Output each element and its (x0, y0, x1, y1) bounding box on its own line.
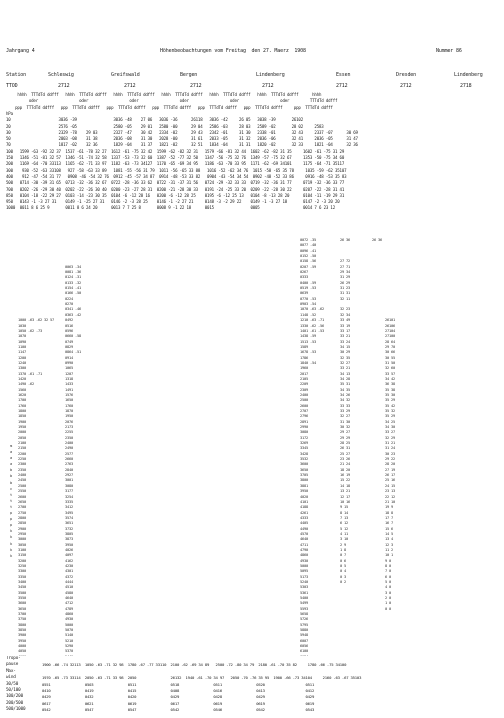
station-dresden: Dresden (396, 72, 417, 78)
time-5: 2712 (400, 83, 412, 89)
station-lindenberg: Lindenberg (256, 72, 285, 78)
table-row: 150 1346 -51 -81 32 57 1346 -51 -74 32 58 1337 -53 -73 32 60 1387 -52 -77 32 50 1347 -56 -75 32 76 1349 -57 -75 32 67 1353 -50 -75 34 60 (6, 155, 345, 160)
tropopause-maxwind-block (6, 656, 500, 716)
time-6: 2718 (460, 83, 472, 89)
table-row: 20 2576 -05 2580 -05 29 01 2580 -00 29 04 2586 -03 28 03 2589 -02 28 02 2583 (6, 123, 324, 129)
table-row: 700 0202 -26 -29 30 40 0202 -22 -26 30 40 0200 -23 -27 28 31 0200 -21 -28 30 33 0191 -24 -25 33 20 0209 -22 -28 30 22 0207 -22 -28 31 41 (6, 186, 345, 192)
sig-column: 26 36 (372, 238, 383, 242)
footer-row: 0410 0419 0415 0408 0416 0413 0412 (42, 688, 315, 693)
table-heading-line: ppp TTTdTd ddfff ppp TTTdTd ddfff ppp TTTdTd ddfff ppp TTTdTd ddfff ppp TTTdTd ddfff ppp TTTdTd ddfff ppp TTTdTd ddfff (6, 104, 333, 110)
table-row: 400 912 -47 -54 31 77 0908 -46 -54 32 76 0912 -45 -57 34 87 0914 -48 -53 33 82 0904 -43 -54 34 54 0902 -48 -52 33 86 0916 -48 -53 35 83 (6, 173, 347, 179)
footer-label: 50/100 (6, 688, 21, 693)
table-row: 200 1169 -64 -70 33113 1165 -62 -71 33 97 1182 -63 -73 34127 1170 -65 -69 34 95 1186 -63 -70 33 95 1171 -62 -69 34101 1175 -64 -71 35117 (6, 161, 345, 167)
nummer: Nummer 86 (436, 48, 462, 54)
table-row: 500 0714 -30 -39 31 65 0713 -32 -36 32 67 0722 -28 -36 33 62 0722 -31 -37 31 56 0724 -29 -32 33 33 0719 -32 -36 31 77 0719 -32 -36 33 77 (6, 180, 345, 186)
footer-row: 0551 0503 0511 0518 0511 0520 0511 (42, 681, 315, 687)
sig-left-column: 1000 -63 -62 32 57 1030 1050 -62 -73 1070 1090 1100 1147 1200 1240 1300 1370 -61 -71 1420 1490 -62 1560 1620 1700 1760 1800 1850 1900 1950 2000 2050 2100 2150 2200 2250 2300 2350 2400 2450 2500 2550 2600 2650 2700 2750 2800 2850 2900 2950 3000 3050 3100 3150 3200 3250 3300 3350 3400 3450 3500 3550 3600 3650 3700 3750 3800 3850 3900 3950 4000 4050 (18, 318, 55, 654)
footer-label: 500/1000 (6, 707, 26, 713)
table-row: 30 2329 -78 29 03 2327 -47 30 42 2334 -02 29 43 2342 -01 31 30 2338 -01 32 43 2337 -07 30 69 (6, 129, 358, 135)
table-row: 850 0104 -18 -22 29 27 0103 -14 -23 30 35 0104 -6 -12 28 16 0200 -6 -12 28 25 0195 -6 -12 25 13 0104 -8 -13 28 20 0104 -11 -19 29 31 (6, 192, 345, 198)
footer-row: 1970 -65 -73 33114 2050 -63 -71 33 98 2050 26132 1940 -61 -70 34 97 2050 -70 -76 35 95 1900 -66 -73 34104 2160 -63 -67 35103 (42, 675, 362, 681)
page-title: Höhenbeobachtungen vom Freitag den 27. Maerz 1908 (160, 48, 306, 54)
table-heading-line: hPa (6, 110, 13, 116)
table-row: 300 930 -52 -63 33108 927 -58 -63 33 89 1081 -55 -56 31 79 1011 -56 -65 33 88 1016 -52 -62 34 76 1015 -58 -65 35 78 1035 -59 -62 35107 (6, 167, 347, 173)
footer-row: 1900 -66 -74 32113 1050 -63 -71 32 98 1780 -67 -77 33110 2100 -62 -69 34 89 2500 -72 -80 34 79 2180 -61 -70 35 82 1780 -66 -75 34100 (42, 662, 347, 668)
footer-label: wind (6, 675, 16, 681)
sig-column: 26 36 27 72 27 71 29 34 31 29 26 29 31 23 31 31 32 11 32 23 32 34 33 49 33 19 33 17 33 21 33 24 34 15 30 29 32 35 32 27 33 21 34 13 34 28 35 31 34 35 34 26 34 32 33 33 33 29 32 27 31 30 30 32 29 27 29 29 28 25 26 31 25 27 23 26 21 24 18 20 16 19 15 22 14 18 13 21 12 17 10 16 9 15 8 14 7 13 6 12 5 12 4 11 3 10 2 9 1 8 0 7 0 6 0 5 0 4 0 3 0 2 (340, 238, 351, 584)
footer-label: Tropo- (6, 656, 21, 661)
table-row: 50 2003 -08 31 38 2036 -08 31 30 2028 -00 31 61 2033 -05 31 32 2036 -06 32 41 2036 -05 31 47 (6, 136, 358, 142)
time-1: 2712 (124, 83, 136, 89)
time-label: TTOD (6, 83, 18, 89)
station-essen: Essen (336, 72, 351, 78)
table-row: 1000 0011 8 6 25 9 0011 8 6 24 20 0013 7 7 25 8 0008 9 -1 22 18 0015 0005 0014 7 6 23 12 (6, 205, 335, 211)
footer-row: 0617 0621 0619 0617 0619 0619 0619 (42, 700, 315, 706)
table-row: 70 1817 -02 32 36 1829 -04 31 37 1821 -02 32 51 1834 -04 31 31 1820 -02 32 33 1821 -04 32 36 (6, 142, 358, 148)
table-row: 100 1599 -63 -92 32 37 1537 -61 -78 32 27 1612 -61 -75 32 42 1599 -62 -82 32 31 1579 -66 -81 32 44 1602 -62 -82 31 35 1602 -61 -75 31 29 (6, 148, 345, 154)
time-3: 2712 (262, 83, 274, 89)
side-letters: m a a a b b b c t t t p p p k k k k k (10, 444, 13, 558)
time-0: 2712 (58, 83, 70, 89)
station-lindenberg-2: Lindenberg (454, 72, 483, 78)
footer-row: 0429 0432 0420 0429 0428 0429 0429 (42, 694, 315, 700)
sig-column: 0063 -34 0081 -36 0124 -31 0133 -32 0154 -41 0166 -50 0224 0270 0341 -46 0363 -42 0492 0516 0596 0660 -58 0749 0829 0864 -51 0914 0990 1065 1207 1318 1433 1491 1576 1650 1760 1870 1950 2076 2173 2255 2350 2400 2490 2577 2660 2763 2840 2927 3001 3080 3177 3254 3335 3412 3495 3574 3651 3732 3805 3873 3950 4026 4097 4162 4230 4301 4372 4444 4510 4580 4640 4712 4789 4860 4930 5000 5070 5140 5210 5290 5370 (65, 264, 82, 654)
footer-label: 30/50 (6, 681, 19, 687)
footer-row: 0542 0547 0547 0542 0546 0542 0543 (42, 707, 315, 713)
significant-levels-block (10, 238, 500, 656)
table-row: 10 3036 -39 3036 -48 27 06 3036 -36 26118 3036 -42 26 05 3038 -39 26102 (6, 117, 304, 123)
footer-label: 200/500 (6, 700, 24, 706)
sig-column: 0072 -35 0077 -40 0096 -41 0152 -50 0158 -56 0207 -59 0267 0333 0400 -59 0519 -53 0639 0770 -53 0903 -54 1070 -63 -62 1148 -52 1210 -63 -71 1330 -62 -56 1401 -61 -53 1438 -59 1513 -53 1589 1678 -53 1786 1840 -54 1960 2017 2105 2209 2309 2400 2500 2600 2707 2796 2891 2990 3080 3172 3269 3345 3428 3532 3600 3650 3705 3800 3881 3950 4020 4101 4188 4261 4333 4405 4490 4570 4640 4711 4790 4860 4930 5000 5095 5173 5240 5303 5361 5400 5499 5593 5658 5726 5795 5880 5948 6007 6056 6100 (300, 238, 325, 654)
table-heading-line: hhhh TTTdTd ddfff hhhh TTTdTd ddfff hhhh TTTdTd ddfff hhhh TTTdTd ddfff hhhh TTTdTd ddfff hhhh TTTdTd ddfff hhhh (6, 92, 322, 97)
jahrgang: Jahrgang 4 (6, 48, 35, 54)
time-4: 2712 (336, 83, 348, 89)
station-label: Station (6, 72, 27, 78)
footer-label: Max- (6, 668, 16, 674)
time-2: 2712 (190, 83, 202, 89)
footer-label: 100/200 (6, 694, 24, 700)
footer-label: pause (6, 662, 19, 668)
station-schleswig: Schleswig (48, 72, 74, 78)
station-greifswald: Greifswald (111, 72, 140, 78)
sig-column: 26101 26106 27104 27100 28 64 29 70 30 66 30 55 31 50 32 60 33 57 34 42 36 38 35 38 35 30 35 29 35 42 35 32 35 29 34 25 34 30 33 27 32 29 31 21 31 24 30 23 29 22 28 20 27 19 26 17 25 16 24 15 23 13 22 12 21 10 19 9 18 8 17 7 16 7 15 6 14 5 13 4 12 3 11 2 10 1 9 0 8 0 7 0 6 0 5 0 4 0 3 0 2 0 1 0 0 0 (385, 318, 396, 611)
station-bergen: Bergen (180, 72, 198, 78)
table-row: 950 0143 -1 -3 27 31 0149 -1 -25 27 31 0146 -2 -3 28 25 0146 -1 -2 27 21 0148 -3 -2 29 22 0149 -1 -3 27 18 0147 -2 -3 20 20 (6, 199, 340, 205)
table-heading-line: oder oder oder oder oder oder TTTdTd ddfff (6, 98, 338, 104)
